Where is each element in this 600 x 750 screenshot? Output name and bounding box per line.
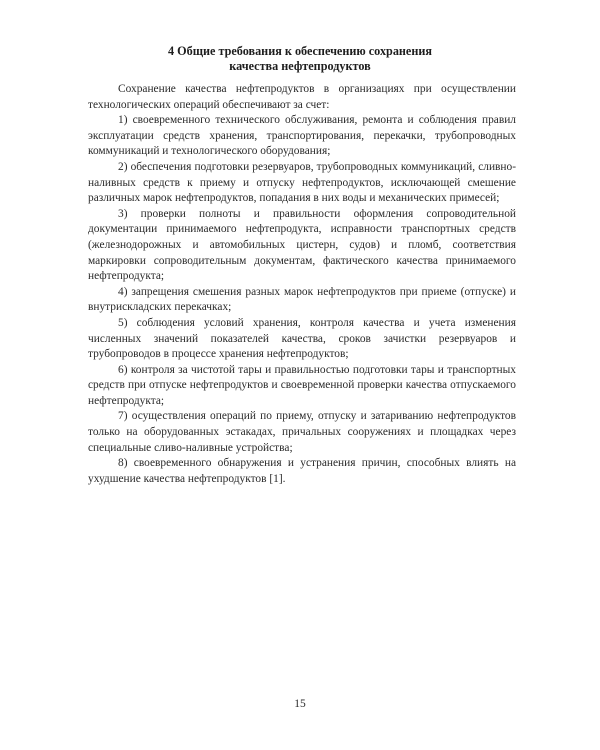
section-heading-line-2: качества нефтепродуктов [229,59,371,73]
list-item-7: 7) осуществления операций по приему, отпуску и затариванию нефтепродуктов только на оборудованных эстакадах, причальных сооружениях и площадках через специальные сливо-наливные устройства; [88,410,516,454]
list-item-6: 6) контроля за чистотой тары и правильностью подготовки тары и транспортных средств при отпуске нефтепродуктов и своевременной проверки качества отпускаемого нефтепродукта; [88,363,516,407]
list-item-3: 3) проверки полноты и правильности оформления сопроводительной документации принимаемого нефтепродукта, исправности транспортных средств (железнодорожных и автомобильных цистерн, судов) и пломб, соответствия маркировки сопроводительным документам, фактического качества принимаемого нефтепродукта; [88,207,516,283]
list-item-1: 1) своевременного технического обслуживания, ремонта и соблюдения правил эксплуатации средств хранения, транспортирования, перекачки, трубопроводных коммуникаций и технологического оборудования; [88,114,516,158]
paragraph-intro: Сохранение качества нефтепродуктов в организациях при осуществлении технологических операций обеспечивают за счет: [88,83,516,111]
list-item-2: 2) обеспечения подготовки резервуаров, трубопроводных коммуникаций, сливно-наливных средств к приему и отпуску нефтепродуктов, исключающей смешение различных марок нефтепродуктов, попадания в них воды и механических примесей; [88,160,516,205]
page-number: 15 [294,698,306,710]
list-item-4: 4) запрещения смешения разных марок нефтепродуктов при приеме (отпуске) и внутрискладских перекачках; [88,285,516,314]
section-heading [0,44,600,74]
section-heading-line-1: 4 Общие требования к обеспечению сохранения [167,44,432,58]
list-item-8: 8) своевременного обнаружения и устранения причин, способных влиять на ухудшение качества нефтепродуктов [1]. [88,457,516,485]
section-body [88,82,516,487]
list-item-5: 5) соблюдения условий хранения, контроля качества и учета изменения численных значений показателей качества, сроков зачистки резервуаров и трубопроводов в процессе хранения нефтепродуктов; [88,316,516,361]
